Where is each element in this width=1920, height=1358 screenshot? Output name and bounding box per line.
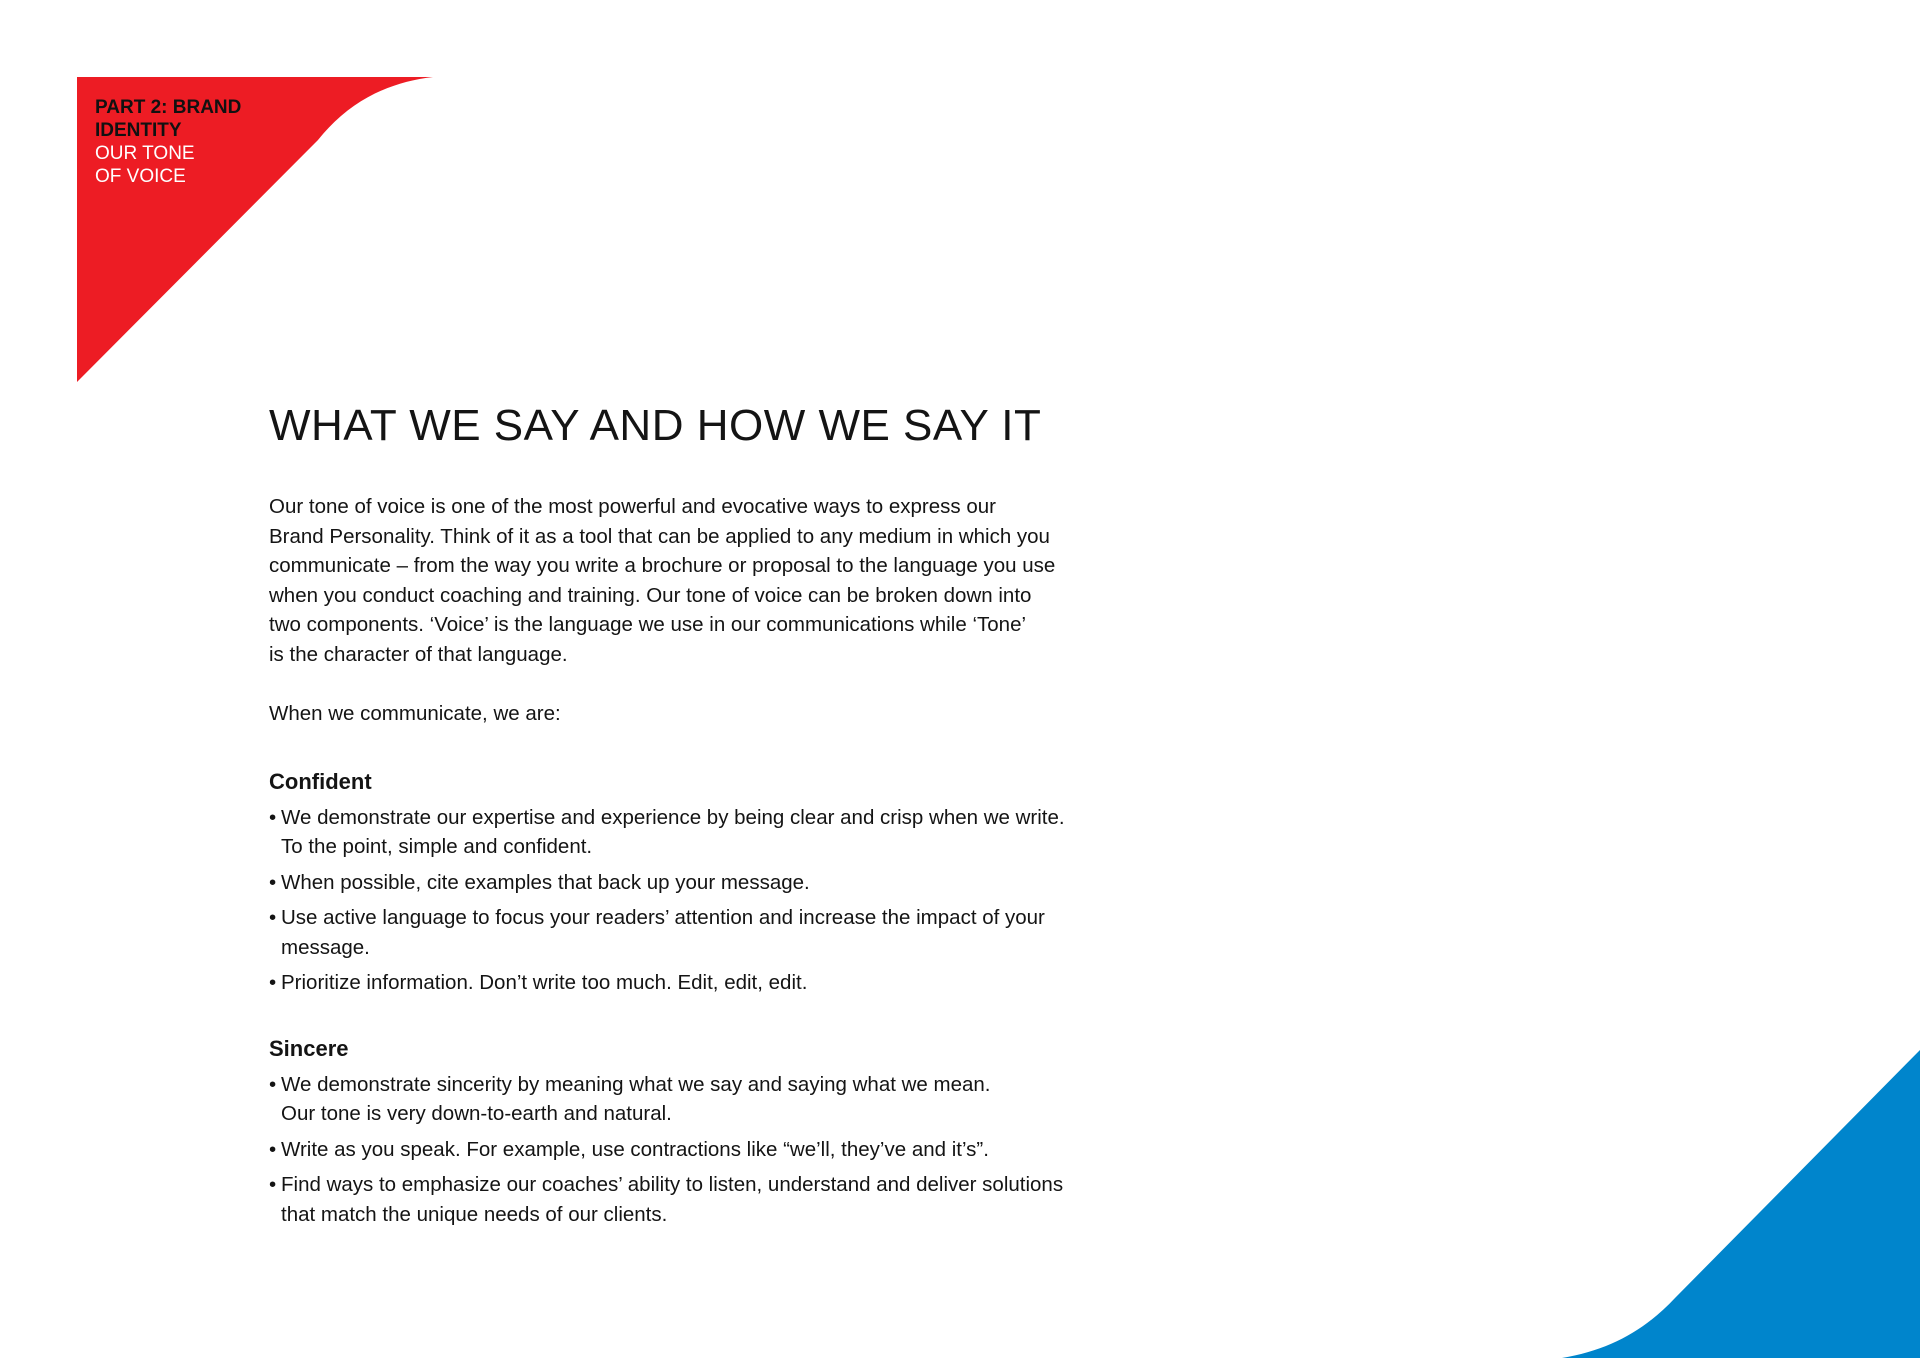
- bullet-line: Write as you speak. For example, use contractions like “we’ll, they’ve and it’s”.: [281, 1137, 989, 1161]
- confident-bullet-list: [269, 803, 1169, 998]
- section-subsection-line-2: OF VOICE: [95, 166, 186, 187]
- bullet-glyph: •: [269, 1137, 277, 1161]
- bullet-glyph: •: [269, 805, 277, 829]
- intro-line: is the character of that language.: [269, 642, 568, 666]
- bullet-line: We demonstrate our expertise and experience by being clear and crisp when we write.: [281, 805, 1065, 829]
- intro-line: communicate – from the way you write a brochure or proposal to the language you use: [269, 554, 1056, 577]
- sincere-bullet-list: [269, 1070, 1169, 1230]
- bullet-line: message.: [281, 935, 370, 959]
- list-item: [269, 1135, 1169, 1165]
- list-item: [269, 868, 1169, 898]
- section-part-line-1: PART 2: BRAND: [95, 97, 242, 118]
- lead-sentence: When we communicate, we are:: [269, 702, 561, 725]
- bullet-glyph: •: [269, 971, 277, 994]
- intro-line: two components. ‘Voice’ is the language we use in our communications while ‘Tone’: [269, 613, 1027, 636]
- list-item: [269, 968, 1169, 998]
- intro-line: when you conduct coaching and training. Our tone of voice can be broken down into: [269, 583, 1032, 607]
- main-content: [269, 396, 1169, 1235]
- bullet-line: Use active language to focus your readers’ attention and increase the impact of your: [281, 906, 1045, 929]
- bullet-line: Prioritize information. Don’t write too much. Edit, edit, edit.: [281, 971, 808, 994]
- blue-corner-shape: [1550, 1040, 1920, 1358]
- intro-line: Brand Personality. Think of it as a tool that can be applied to any medium in which you: [269, 524, 1050, 548]
- bullet-line: that match the unique needs of our clients.: [281, 1202, 668, 1226]
- bullet-glyph: •: [269, 870, 277, 894]
- list-item: [269, 803, 1169, 862]
- bullet-line: To the point, simple and confident.: [281, 835, 593, 858]
- intro-line: Our tone of voice is one of the most powerful and evocative ways to express our: [269, 495, 996, 518]
- intro-paragraph: [269, 492, 1119, 669]
- section-subsection-line-1: OUR TONE: [95, 143, 195, 164]
- bullet-line: Our tone is very down-to-earth and natural.: [281, 1102, 672, 1125]
- bullet-line: When possible, cite examples that back up your message.: [281, 870, 810, 894]
- section-label: [95, 96, 295, 188]
- list-item: [269, 903, 1169, 962]
- bullet-glyph: •: [269, 1072, 277, 1096]
- page-title: WHAT WE SAY AND HOW WE SAY IT: [269, 401, 1042, 450]
- list-item: [269, 1070, 1169, 1129]
- section-part-line-2: IDENTITY: [95, 120, 182, 141]
- bullet-line: We demonstrate sincerity by meaning what we say and saying what we mean.: [281, 1072, 991, 1096]
- red-corner-shape: [0, 0, 440, 390]
- bullet-line: Find ways to emphasize our coaches’ ability to listen, understand and deliver solutions: [281, 1173, 1064, 1196]
- bullet-glyph: •: [269, 1173, 277, 1196]
- list-item: [269, 1170, 1169, 1229]
- group-heading-confident: Confident: [269, 768, 372, 794]
- group-heading-sincere: Sincere: [269, 1035, 349, 1061]
- bullet-glyph: •: [269, 906, 277, 929]
